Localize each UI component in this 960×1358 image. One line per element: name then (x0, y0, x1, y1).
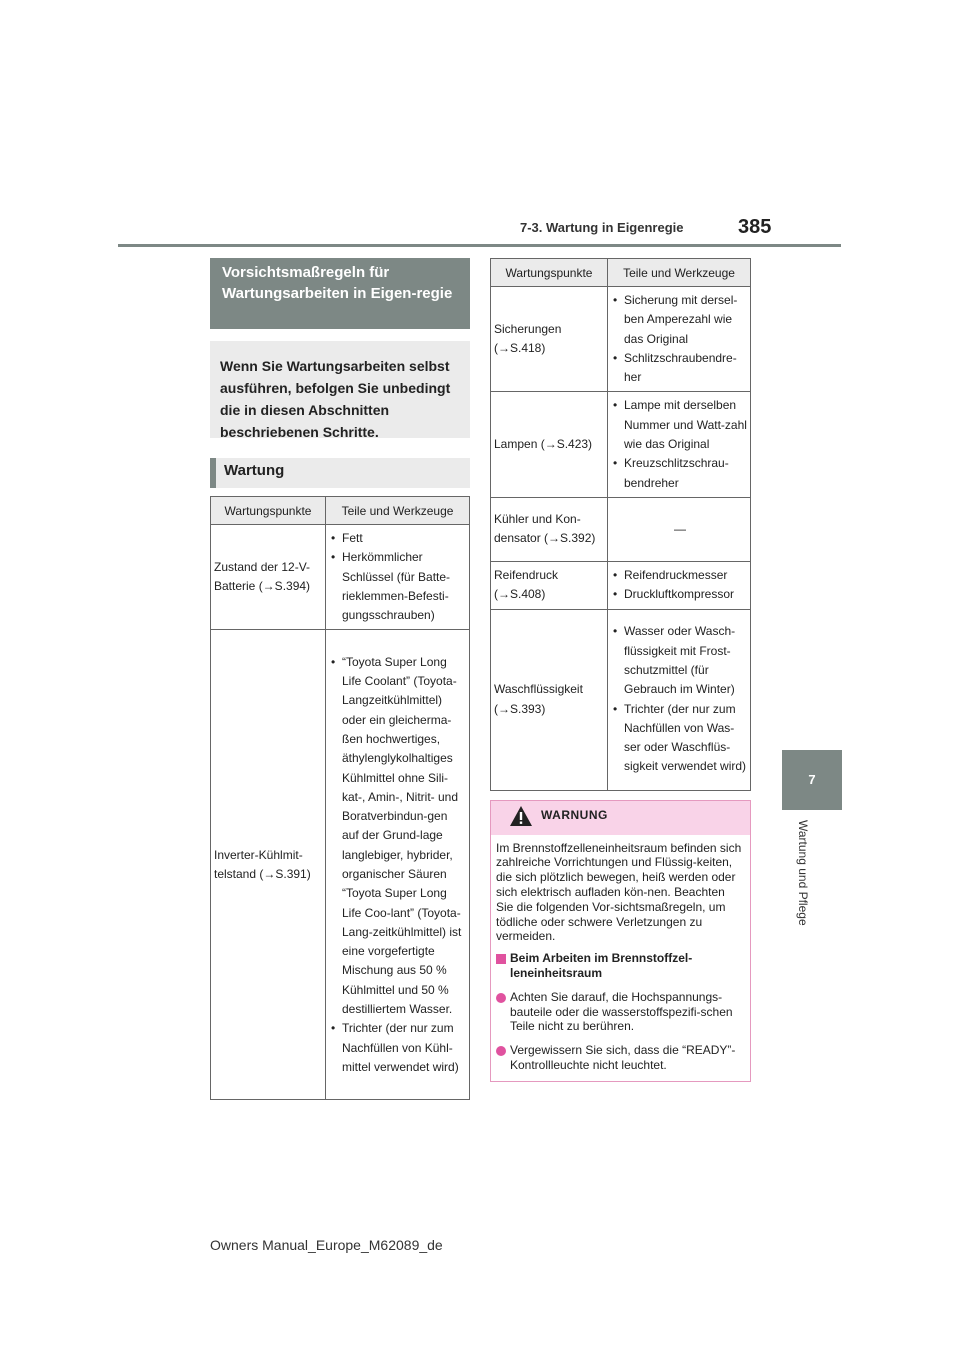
warning-triangle-icon (509, 805, 533, 827)
table-row (491, 609, 751, 790)
warning-lead: Im Brennstoffzelleneinheitsraum befinden sich zahlreiche Vorrichtungen und Flüssig-keiten, die sich plötzlich bewegen, heiß werden oder sich elektrisch aufladen kön-nen. Beachten Sie die folgenden Vor-sichtsmaßregeln, um tödliche oder schwere Verletzungen zu vermeiden. (496, 840, 742, 944)
maintenance-table-right (490, 258, 751, 791)
col-header-tools: Teile und Werkzeuge (608, 259, 751, 287)
tools-list (613, 291, 747, 387)
table-row (491, 287, 751, 392)
table-row (211, 630, 470, 1100)
chapter-tab: 7 (782, 750, 842, 810)
tools-list (331, 653, 466, 1078)
intro-text: Wenn Sie Wartungsarbeiten selbst ausführen, befolgen Sie unbedingt die in diesen Abschnitten beschriebenen Schritte. (210, 341, 470, 438)
list-item: • “Toyota Super Long Life Coolant” (Toyota-Langzeitkühlmittel) oder ein gleicherma-ßen hochwertiges, äthylenglykolhaltiges Kühlmittel ohne Sili-kat-, Amin-, Nitrit- und Boratverbindun-gen auf der Grund-lage langlebiger, hybrider, organischer Säuren “Toyota Super Long Life Coo-lant” (Toyota-Lang-zeitkühlmittel) ist eine vorgefertigte Mischung aus 50 % Kühlmittel und 50 % destilliertem Wasser. (331, 653, 466, 1020)
list-item: • Kreuzschlitzschrau-bendreher (613, 454, 747, 493)
list-item: • Lampe mit derselben Nummer und Watt-zahl wie das Original (613, 396, 747, 454)
table-row (491, 561, 751, 609)
warning-body (491, 835, 750, 1081)
maintenance-section-title: Wartung (210, 458, 470, 488)
circle-bullet-icon (496, 993, 506, 1003)
square-bullet-icon (496, 954, 506, 964)
footer-doc-id: Owners Manual_Europe_M62089_de (210, 1237, 443, 1253)
list-item: • Reifendruckmesser (613, 566, 747, 585)
row-point: Sicherungen (→S.418) (491, 287, 608, 392)
no-tools-dash: — (608, 497, 751, 561)
table-row (211, 525, 470, 630)
circle-bullet-icon (496, 1046, 506, 1056)
list-item: • Herkömmlicher Schlüssel (für Batte-rieklemmen-Befesti-gungsschrauben) (331, 548, 466, 625)
tools-list (613, 622, 747, 776)
warning-subheading: Beim Arbeiten im Brennstoffzel-leneinheitsraum (496, 951, 744, 981)
list-item: • Fett (331, 529, 466, 548)
tools-list (331, 529, 466, 625)
list-item: • Sicherung mit dersel-ben Amperezahl wie das Original (613, 291, 747, 349)
tools-list (613, 396, 747, 492)
list-item: • Druckluftkompressor (613, 585, 747, 604)
tools-list (613, 566, 747, 605)
list-item: • Trichter (der nur zum Nachfüllen von Kühl-mittel verwendet wird) (331, 1019, 466, 1077)
row-point: Kühler und Kon-densator (→S.392) (491, 497, 608, 561)
page-number: 385 (738, 216, 772, 238)
section-title: 7-3. Wartung in Eigenregie (520, 220, 684, 235)
warning-item: Vergewissern Sie sich, dass die “READY”-Kontrollleuchte nicht leuchtet. (496, 1043, 744, 1073)
row-point: Zustand der 12-V-Batterie (→S.394) (211, 525, 326, 630)
row-point: Waschflüssigkeit (→S.393) (491, 609, 608, 790)
header-rule (118, 244, 841, 247)
warning-box (490, 800, 751, 1082)
warning-header (491, 801, 750, 835)
warning-item: Achten Sie darauf, die Hochspannungs-bauteile oder die wasserstoffspezifi-schen Teile nicht zu berühren. (496, 990, 744, 1034)
right-column (490, 258, 751, 1082)
maintenance-table-left (210, 496, 470, 1100)
table-row (491, 497, 751, 561)
table-row (491, 392, 751, 497)
row-point: Lampen (→S.423) (491, 392, 608, 497)
precautions-heading: Vorsichtsmaßregeln für Wartungsarbeiten in Eigen-regie (210, 258, 470, 329)
col-header-points: Wartungspunkte (211, 497, 326, 525)
list-item: • Wasser oder Wasch-flüssigkeit mit Frost-schutzmittel (für Gebrauch im Winter) (613, 622, 747, 699)
col-header-points: Wartungspunkte (491, 259, 608, 287)
col-header-tools: Teile und Werkzeuge (326, 497, 470, 525)
table-header-row (211, 497, 470, 525)
chapter-title: Wartung und Pflege (796, 820, 810, 926)
warning-label: WARNUNG (541, 807, 608, 822)
list-item: • Schlitzschraubendre-her (613, 349, 747, 388)
left-column (210, 258, 470, 1100)
row-point: Inverter-Kühlmit-telstand (→S.391) (211, 630, 326, 1100)
table-header-row (491, 259, 751, 287)
list-item: • Trichter (der nur zum Nachfüllen von Was-ser oder Waschflüs-sigkeit verwendet wird) (613, 700, 747, 777)
row-point: Reifendruck (→S.408) (491, 561, 608, 609)
